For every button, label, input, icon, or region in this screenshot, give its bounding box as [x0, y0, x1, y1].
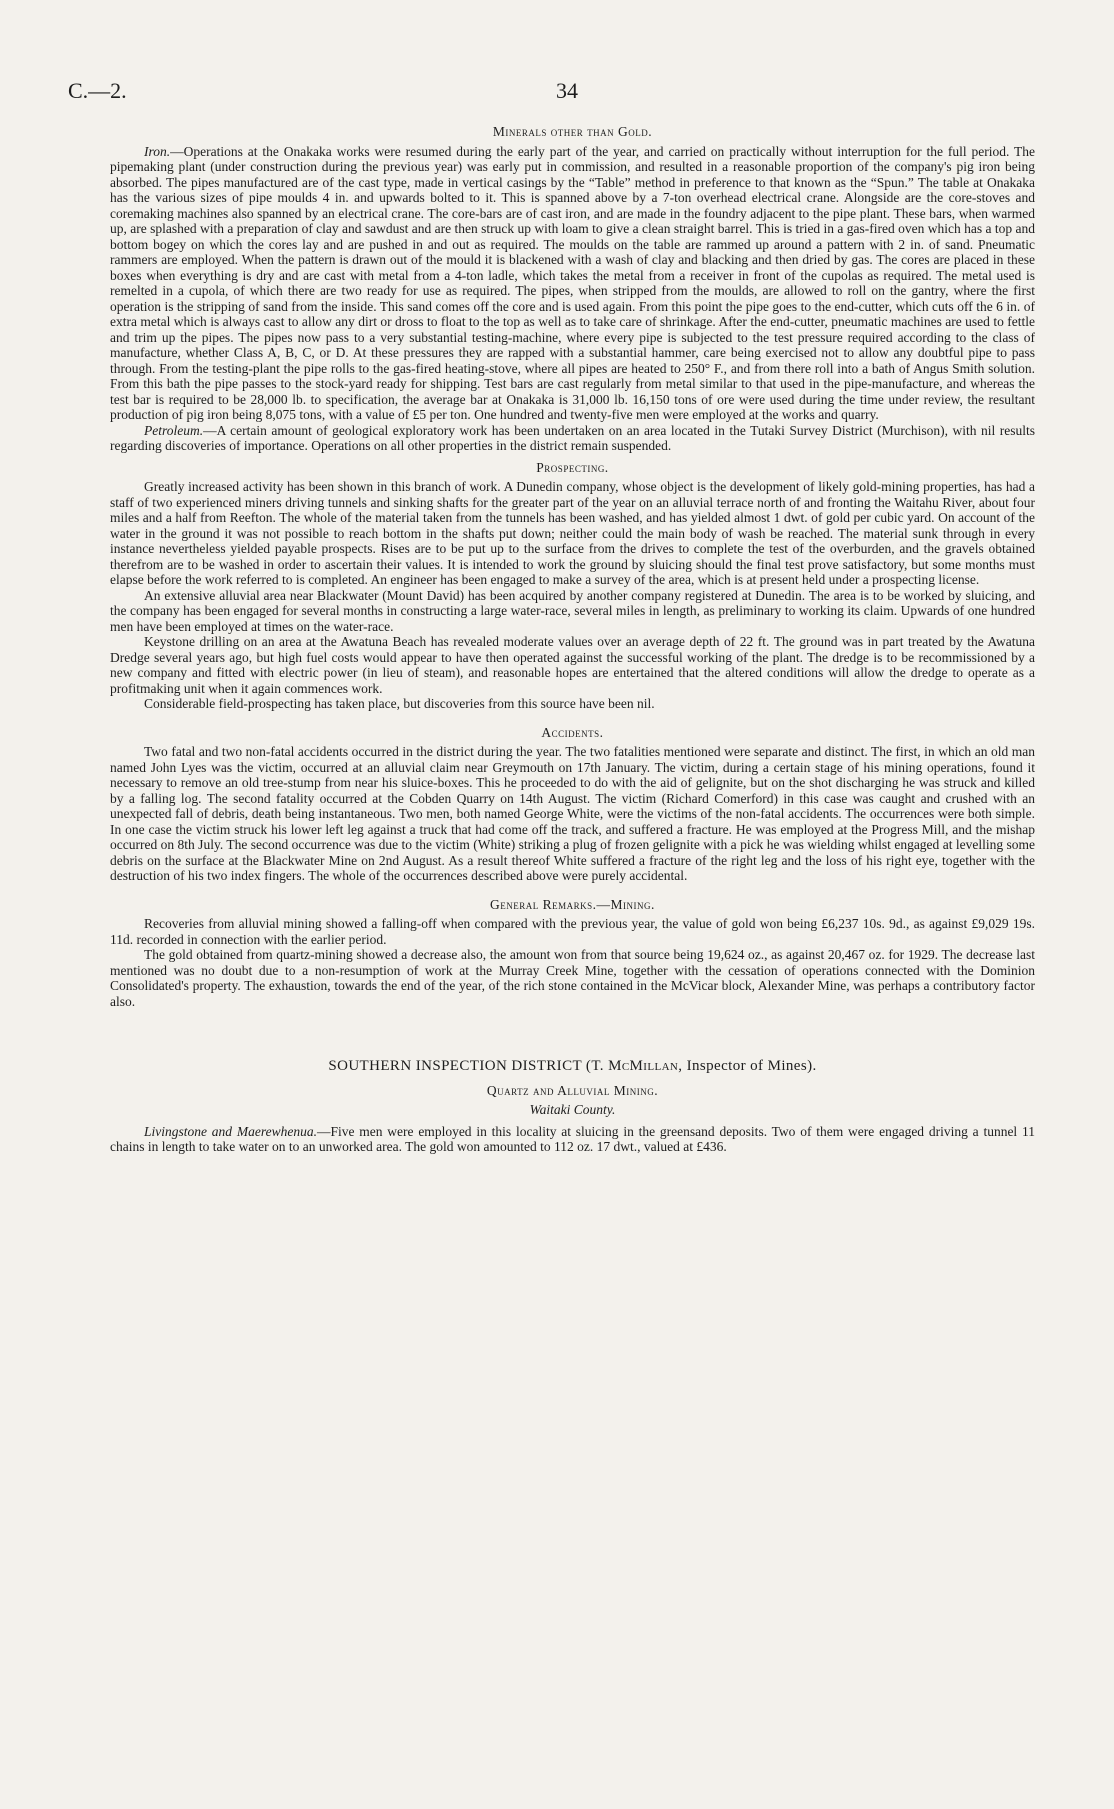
paragraph: An extensive alluvial area near Blackwater (Mount David) has been acquired by another company registered at Dunedin. The area is to be worked by sluicing, and the company has been engaged for several months in constructing a large water-race, several miles in length, as preliminary to working its claim. Upwards of one hundred men have been employed at times on the water-race. — [110, 587, 1035, 634]
paragraph-text: —A certain amount of geological exploratory work has been undertaken on an area located in the Tutaki Survey District (Murchison), with nil results regarding discoveries of importance. Operations on all other properties in the district remain suspended. — [110, 422, 1035, 453]
run-in-heading-iron: Iron. — [144, 143, 171, 159]
district-title: SOUTHERN INSPECTION DISTRICT (T. — [328, 1058, 604, 1074]
paragraph: Greatly increased activity has been shown in this branch of work. A Dunedin company, whose object is the development of likely gold-mining properties, has had a staff of two experienced miners driving tunnels and sinking shafts for the greater part of the year on an alluvial terrace north of and fronting the Waitahu River, about four miles and a half from Reefton. The whole of the material taken from the tunnels has been washed, and has yielded almost 1 dwt. of gold per cubic yard. On account of the water in the ground it was not possible to reach bottom in the shafts put down; neither could the main body of wash be reached. The material sunk through in every instance nevertheless yielded payable prospects. Rises are to be put up to the surface from the drives to complete the test of the overburden, and the gravels obtained therefrom are to be washed in order to ascertain their values. It is intended to work the ground by sluicing should the final test prove satisfactory, but some months must elapse before the work referred to is completed. An engineer has been engaged to make a survey of the area, which is at present held under a prospecting license. — [110, 479, 1035, 587]
section-heading-general-remarks: General Remarks.—Mining. — [490, 896, 655, 912]
paragraph: Recoveries from alluvial mining showed a falling-off when compared with the previous year, the value of gold won being £6,237 10s. 9d., as against £9,029 19s. 11d. recorded in connection with the earlier period. — [110, 916, 1035, 947]
paragraph-livingstone — [110, 1124, 1035, 1155]
paragraph-text: —Operations at the Onakaka works were resumed during the early part of the year, and carried on practically without interruption for the full period. The pipemaking plant (under construction during the previous year) was early put in commission, and resulted in a reasonable proportion of the company's pig iron being absorbed. The pipes manufactured are of the cast type, made in vertical casings by the “Table” method in preference to that known as the “Spun.” The table at Onakaka has the various sizes of pipe moulds 4 in. and upwards bolted to it. This is spanned above by a 7-ton overhead electrical crane. Alongside are the core-stoves and coremaking machines also spanned by an electrical crane. The core-bars are of cast iron, and are made in the foundry adjacent to the pipe plant. These bars, when warmed up, are splashed with a preparation of clay and sawdust and are then struck up with loam to give a clean straight barrel. This is tried in a gas-fired oven which has a top and bottom bogey on which the cores lay and are pushed in and out as required. The moulds on the table are rammed up around a pattern with 2 in. of sand. Pneumatic rammers are employed. When the pattern is drawn out of the mould it is blackened with a wash of clay and blacking and then dried by gas. The cores are placed in these boxes when everything is dry and are cast with metal from a 4-ton ladle, which takes the metal from a receiver in front of the cupolas as required. The metal used is remelted in a cupola, of which there are two ready for use as required. The pipes, when stripped from the moulds, are allowed to roll on the gantry, where the first operation is the stripping of sand from the inside. This sand comes off the core and is used again. From this point the pipe goes to the end-cutter, which cuts off the 6 in. of extra metal which is always cast to allow any dirt or dross to float to the top as well as to take care of shrinkage. After the end-cutter, pneumatic machines are used to fettle and trim up the pipes. The pipes now pass to a very substantial testing-machine, where every pipe is subjected to the test pressure required according to the class of manufacture, whether Class A, B, C, or D. At these pressures they are rapped with a substantial hammer, care being exercised not to allow any doubtful pipe to pass through. From the testing-plant the pipe rolls to the gas-fired heating-stove, where all pipes are heated to 250° F., and from there roll into a bath of Angus Smith solution. From this bath the pipe passes to the stock-yard ready for shipping. Test bars are cast regularly from metal similar to that used in the pipe-manufacture, and whereas the test bar is required to be 28,000 lb. to specification, the average bar at Onakaka is 31,000 lb. 16,150 tons of ore were used during the time under review, the resultant production of pig iron being 8,075 tons, with a value of £5 per ton. One hundred and twenty-five men were employed at the works and quarry. — [110, 143, 1035, 422]
paragraph: Keystone drilling on an area at the Awatuna Beach has revealed moderate values over an average depth of 22 ft. The ground was in part treated by the Awatuna Dredge several years ago, but high fuel costs would appear to have then operated against the successful working of the plant. The dredge is to be recommissioned by a new company and fitted with electric power (in lieu of steam), and reasonable hopes are entertained that the altered conditions will allow the dredge to operate as a profitmaking unit when it again commences work. — [110, 634, 1035, 696]
section-heading-accidents: Accidents. — [541, 724, 604, 740]
section-heading-minerals: Minerals other than Gold. — [492, 124, 653, 139]
paragraph-text: —Five men were employed in this locality at sluicing in the greensand deposits. Two of them were engaged driving a tunnel 11 chains in length to take water on to an unworked area. The gold won amounted to 112 oz. 17 dwt., valued at £436. — [110, 1123, 1035, 1154]
paragraph: The gold obtained from quartz-mining showed a decrease also, the amount won from that source being 19,624 oz., as against 20,467 oz. for 1929. The decrease last mentioned was no doubt due to a non-resumption of work at the Murray Creek Mine, together with the cessation of operations connected with the Dominion Consolidated's property. The exhaustion, towards the end of the year, of the rich stone contained in the McVicar block, Alexander Mine, was perhaps a contributory factor also. — [110, 947, 1035, 1009]
run-in-heading-livingstone: Livingstone and Maerewhenua. — [144, 1123, 317, 1139]
section-heading-prospecting: Prospecting. — [536, 459, 609, 475]
document-code: C.—2. — [68, 78, 127, 103]
paragraph-petroleum — [110, 423, 1035, 454]
district-heading — [110, 1059, 1035, 1075]
run-in-heading-petroleum: Petroleum. — [144, 422, 204, 438]
paragraph: Considerable field-prospecting has taken place, but discoveries from this source have been nil. — [144, 696, 655, 711]
paragraph-iron — [110, 144, 1035, 423]
document-body — [110, 124, 1035, 1155]
paragraph: Two fatal and two non-fatal accidents occurred in the district during the year. The two fatalities mentioned were separate and distinct. The first, in which an old man named John Lyes was the victim, occurred at an alluvial claim near Greymouth on 17th January. The victim, during a certain stage of his mining operations, found it necessary to remove an old tree-stump from near his sluice-boxes. This he proceeded to do with the aid of gelignite, but on the shot discharging he was struck and killed by a falling log. The second fatality occurred at the Cobden Quarry on 14th August. The victim (Richard Comerford) in this case was caught and crushed with an unexpected fall of debris, death being instantaneous. Two men, both named George White, were the victims of the non-fatal accidents. The occurrences were both simple. In one case the victim struck his lower left leg against a truck that had come off the track, and suffered a fracture. He was employed at the Progress Mill, and the mishap occurred on 8th July. The second occurrence was due to the victim (White) striking a plug of frozen gelignite with a pick he was wielding whilst engaged at levelling some debris on the surface at the Blackwater Mine on 2nd August. As a result thereof White suffered a fracture of the right leg and the loss of his right eye, together with the destruction of his two index fingers. The whole of the occurrences described above were purely accidental. — [110, 744, 1035, 883]
district-title-tail: , Inspector of Mines). — [678, 1058, 817, 1074]
page-number: 34 — [556, 78, 578, 103]
subheading-quartz-alluvial: Quartz and Alluvial Mining. — [486, 1082, 659, 1098]
county-heading: Waitaki County. — [529, 1102, 616, 1117]
inspector-name: McMillan — [608, 1058, 679, 1074]
